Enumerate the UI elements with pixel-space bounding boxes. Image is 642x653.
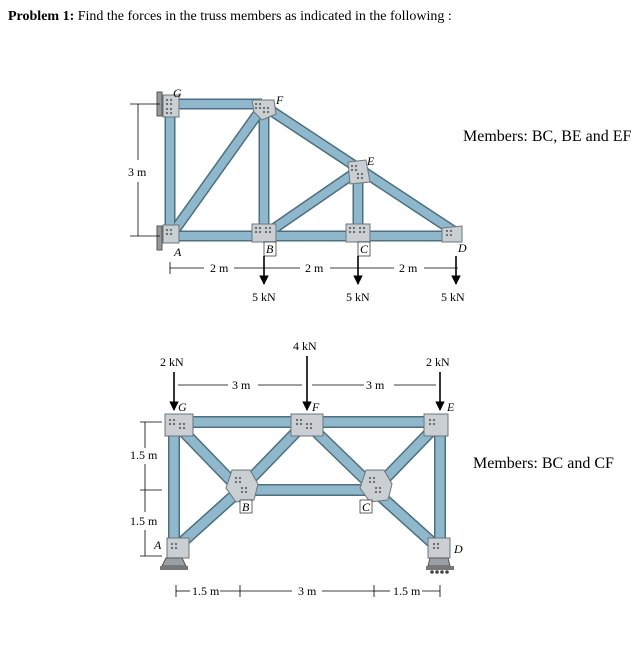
truss2-support-a bbox=[160, 558, 188, 570]
truss2-support-d bbox=[426, 558, 454, 574]
truss2-top-spacing-1: 3 m bbox=[232, 378, 251, 392]
truss1-members-text: Members: BC, BE and EF bbox=[463, 128, 632, 145]
truss2-height-dimension bbox=[140, 422, 162, 556]
plate2-g bbox=[165, 414, 193, 436]
truss2-load-arrows bbox=[174, 356, 440, 410]
truss2-height-1: 1.5 m bbox=[130, 448, 158, 462]
truss2-bottom-spacing-2: 3 m bbox=[298, 584, 317, 598]
truss1-node-a: A bbox=[174, 245, 182, 259]
truss1-load-b: 5 kN bbox=[252, 290, 276, 304]
truss2-load-f: 4 kN bbox=[293, 339, 317, 353]
truss2-node-d: D bbox=[454, 542, 463, 556]
truss1-node-f: F bbox=[276, 93, 284, 107]
truss1-height-label: 3 m bbox=[128, 165, 147, 179]
truss1-bolts bbox=[166, 99, 452, 236]
truss2-members-text: Members: BC and CF bbox=[473, 455, 614, 472]
truss1-node-b: B bbox=[266, 242, 274, 256]
truss1-node-g: G bbox=[173, 86, 182, 100]
truss2-height-2: 1.5 m bbox=[130, 514, 158, 528]
member-be bbox=[266, 172, 356, 234]
truss1-node-e: E bbox=[367, 154, 375, 168]
plate-d bbox=[442, 226, 462, 242]
problem-text: Find the forces in the truss members as indicated in the following : bbox=[77, 9, 452, 24]
truss1-spacing-2: 2 m bbox=[305, 261, 324, 275]
member-af bbox=[172, 108, 262, 234]
plate2-c bbox=[360, 470, 392, 502]
truss2-load-e: 2 kN bbox=[426, 355, 450, 369]
truss2-node-g: G bbox=[178, 400, 187, 414]
truss1-gusset-plates bbox=[163, 95, 462, 243]
truss1-wall-support-a bbox=[157, 226, 162, 250]
truss1-load-d: 5 kN bbox=[441, 290, 465, 304]
truss1-members bbox=[170, 104, 458, 236]
truss2-bottom-spacing-1: 1.5 m bbox=[192, 584, 220, 598]
truss2-node-c: C bbox=[362, 500, 371, 514]
truss1-spacing-1: 2 m bbox=[210, 261, 229, 275]
plate2-e bbox=[424, 414, 448, 436]
truss1-load-c: 5 kN bbox=[346, 290, 370, 304]
truss2-member-outlines bbox=[174, 422, 444, 548]
problem-label: Problem 1: bbox=[8, 9, 75, 24]
plate2-a bbox=[167, 538, 189, 558]
truss2-node-f: F bbox=[312, 400, 320, 414]
truss1-node-c: C bbox=[360, 242, 369, 256]
truss2-node-b: B bbox=[242, 500, 250, 514]
truss2-bottom-spacing-3: 1.5 m bbox=[393, 584, 421, 598]
truss2 bbox=[130, 339, 463, 598]
truss2-node-a: A bbox=[154, 538, 162, 552]
truss1-node-d: D bbox=[458, 241, 467, 255]
truss1 bbox=[128, 86, 467, 304]
truss1-load-arrows bbox=[264, 256, 456, 284]
truss2-top-spacing-2: 3 m bbox=[366, 378, 385, 392]
truss2-node-e: E bbox=[447, 400, 455, 414]
truss2-load-g: 2 kN bbox=[160, 355, 184, 369]
truss1-spacing-3: 2 m bbox=[399, 261, 418, 275]
